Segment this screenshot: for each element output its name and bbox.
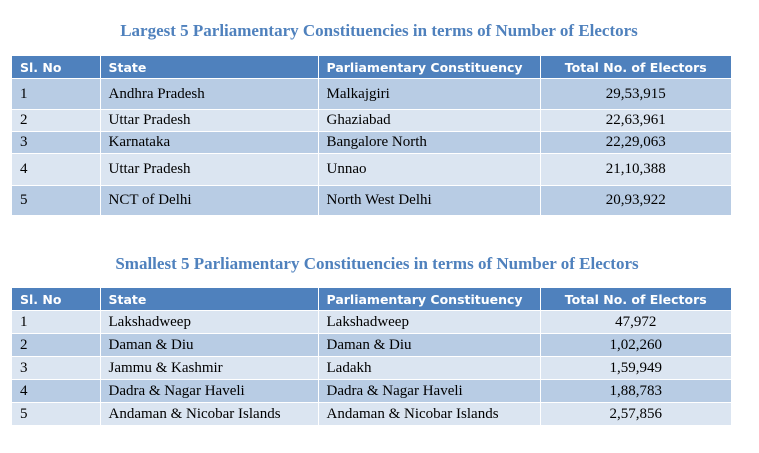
table-row — [12, 403, 731, 426]
cell-state: Uttar Pradesh — [100, 110, 318, 132]
cell-constituency: Unnao — [318, 154, 540, 186]
cell-electors: 1,59,949 — [540, 357, 731, 380]
cell-electors: 29,53,915 — [540, 79, 731, 110]
table-header-row — [12, 288, 731, 311]
cell-sl-no: 4 — [12, 154, 100, 186]
cell-sl-no: 3 — [12, 357, 100, 380]
cell-constituency: Daman & Diu — [318, 334, 540, 357]
smallest-table-title: Smallest 5 Parliamentary Constituencies in terms of Number of Electors — [115, 254, 639, 273]
cell-sl-no: 4 — [12, 380, 100, 403]
cell-sl-no: 2 — [12, 110, 100, 132]
table-header-row — [12, 56, 731, 79]
cell-constituency: Ladakh — [318, 357, 540, 380]
cell-constituency: Andaman & Nicobar Islands — [318, 403, 540, 426]
table-row — [12, 154, 731, 186]
cell-state: Karnataka — [100, 132, 318, 154]
largest-constituencies-table — [12, 56, 731, 215]
table-row — [12, 334, 731, 357]
cell-electors: 20,93,922 — [540, 186, 731, 216]
cell-constituency: Dadra & Nagar Haveli — [318, 380, 540, 403]
table-row — [12, 79, 731, 110]
cell-electors: 47,972 — [540, 311, 731, 334]
header-state: State — [100, 56, 318, 79]
cell-constituency: Ghaziabad — [318, 110, 540, 132]
cell-sl-no: 2 — [12, 334, 100, 357]
cell-constituency: Malkajgiri — [318, 79, 540, 110]
cell-constituency: North West Delhi — [318, 186, 540, 216]
cell-state: Andaman & Nicobar Islands — [100, 403, 318, 426]
cell-electors: 22,63,961 — [540, 110, 731, 132]
cell-sl-no: 5 — [12, 403, 100, 426]
table-row — [12, 110, 731, 132]
cell-electors: 1,88,783 — [540, 380, 731, 403]
cell-electors: 21,10,388 — [540, 154, 731, 186]
largest-table-title: Largest 5 Parliamentary Constituencies in terms of Number of Electors — [120, 21, 638, 40]
cell-state: Uttar Pradesh — [100, 154, 318, 186]
header-total-electors: Total No. of Electors — [540, 56, 731, 79]
header-sl-no: Sl. No — [12, 288, 100, 311]
cell-constituency: Bangalore North — [318, 132, 540, 154]
cell-state: Dadra & Nagar Haveli — [100, 380, 318, 403]
cell-electors: 22,29,063 — [540, 132, 731, 154]
cell-state: Lakshadweep — [100, 311, 318, 334]
header-state: State — [100, 288, 318, 311]
header-total-electors: Total No. of Electors — [540, 288, 731, 311]
cell-sl-no: 1 — [12, 79, 100, 110]
cell-state: Daman & Diu — [100, 334, 318, 357]
table-row — [12, 186, 731, 216]
cell-sl-no: 1 — [12, 311, 100, 334]
table-row — [12, 311, 731, 334]
header-constituency: Parliamentary Constituency — [318, 288, 540, 311]
cell-constituency: Lakshadweep — [318, 311, 540, 334]
table-row — [12, 380, 731, 403]
cell-state: Jammu & Kashmir — [100, 357, 318, 380]
cell-electors: 1,02,260 — [540, 334, 731, 357]
header-constituency: Parliamentary Constituency — [318, 56, 540, 79]
cell-sl-no: 5 — [12, 186, 100, 216]
table-row — [12, 132, 731, 154]
smallest-constituencies-table — [12, 288, 731, 425]
cell-state: Andhra Pradesh — [100, 79, 318, 110]
cell-sl-no: 3 — [12, 132, 100, 154]
table-row — [12, 357, 731, 380]
header-sl-no: Sl. No — [12, 56, 100, 79]
cell-state: NCT of Delhi — [100, 186, 318, 216]
cell-electors: 2,57,856 — [540, 403, 731, 426]
